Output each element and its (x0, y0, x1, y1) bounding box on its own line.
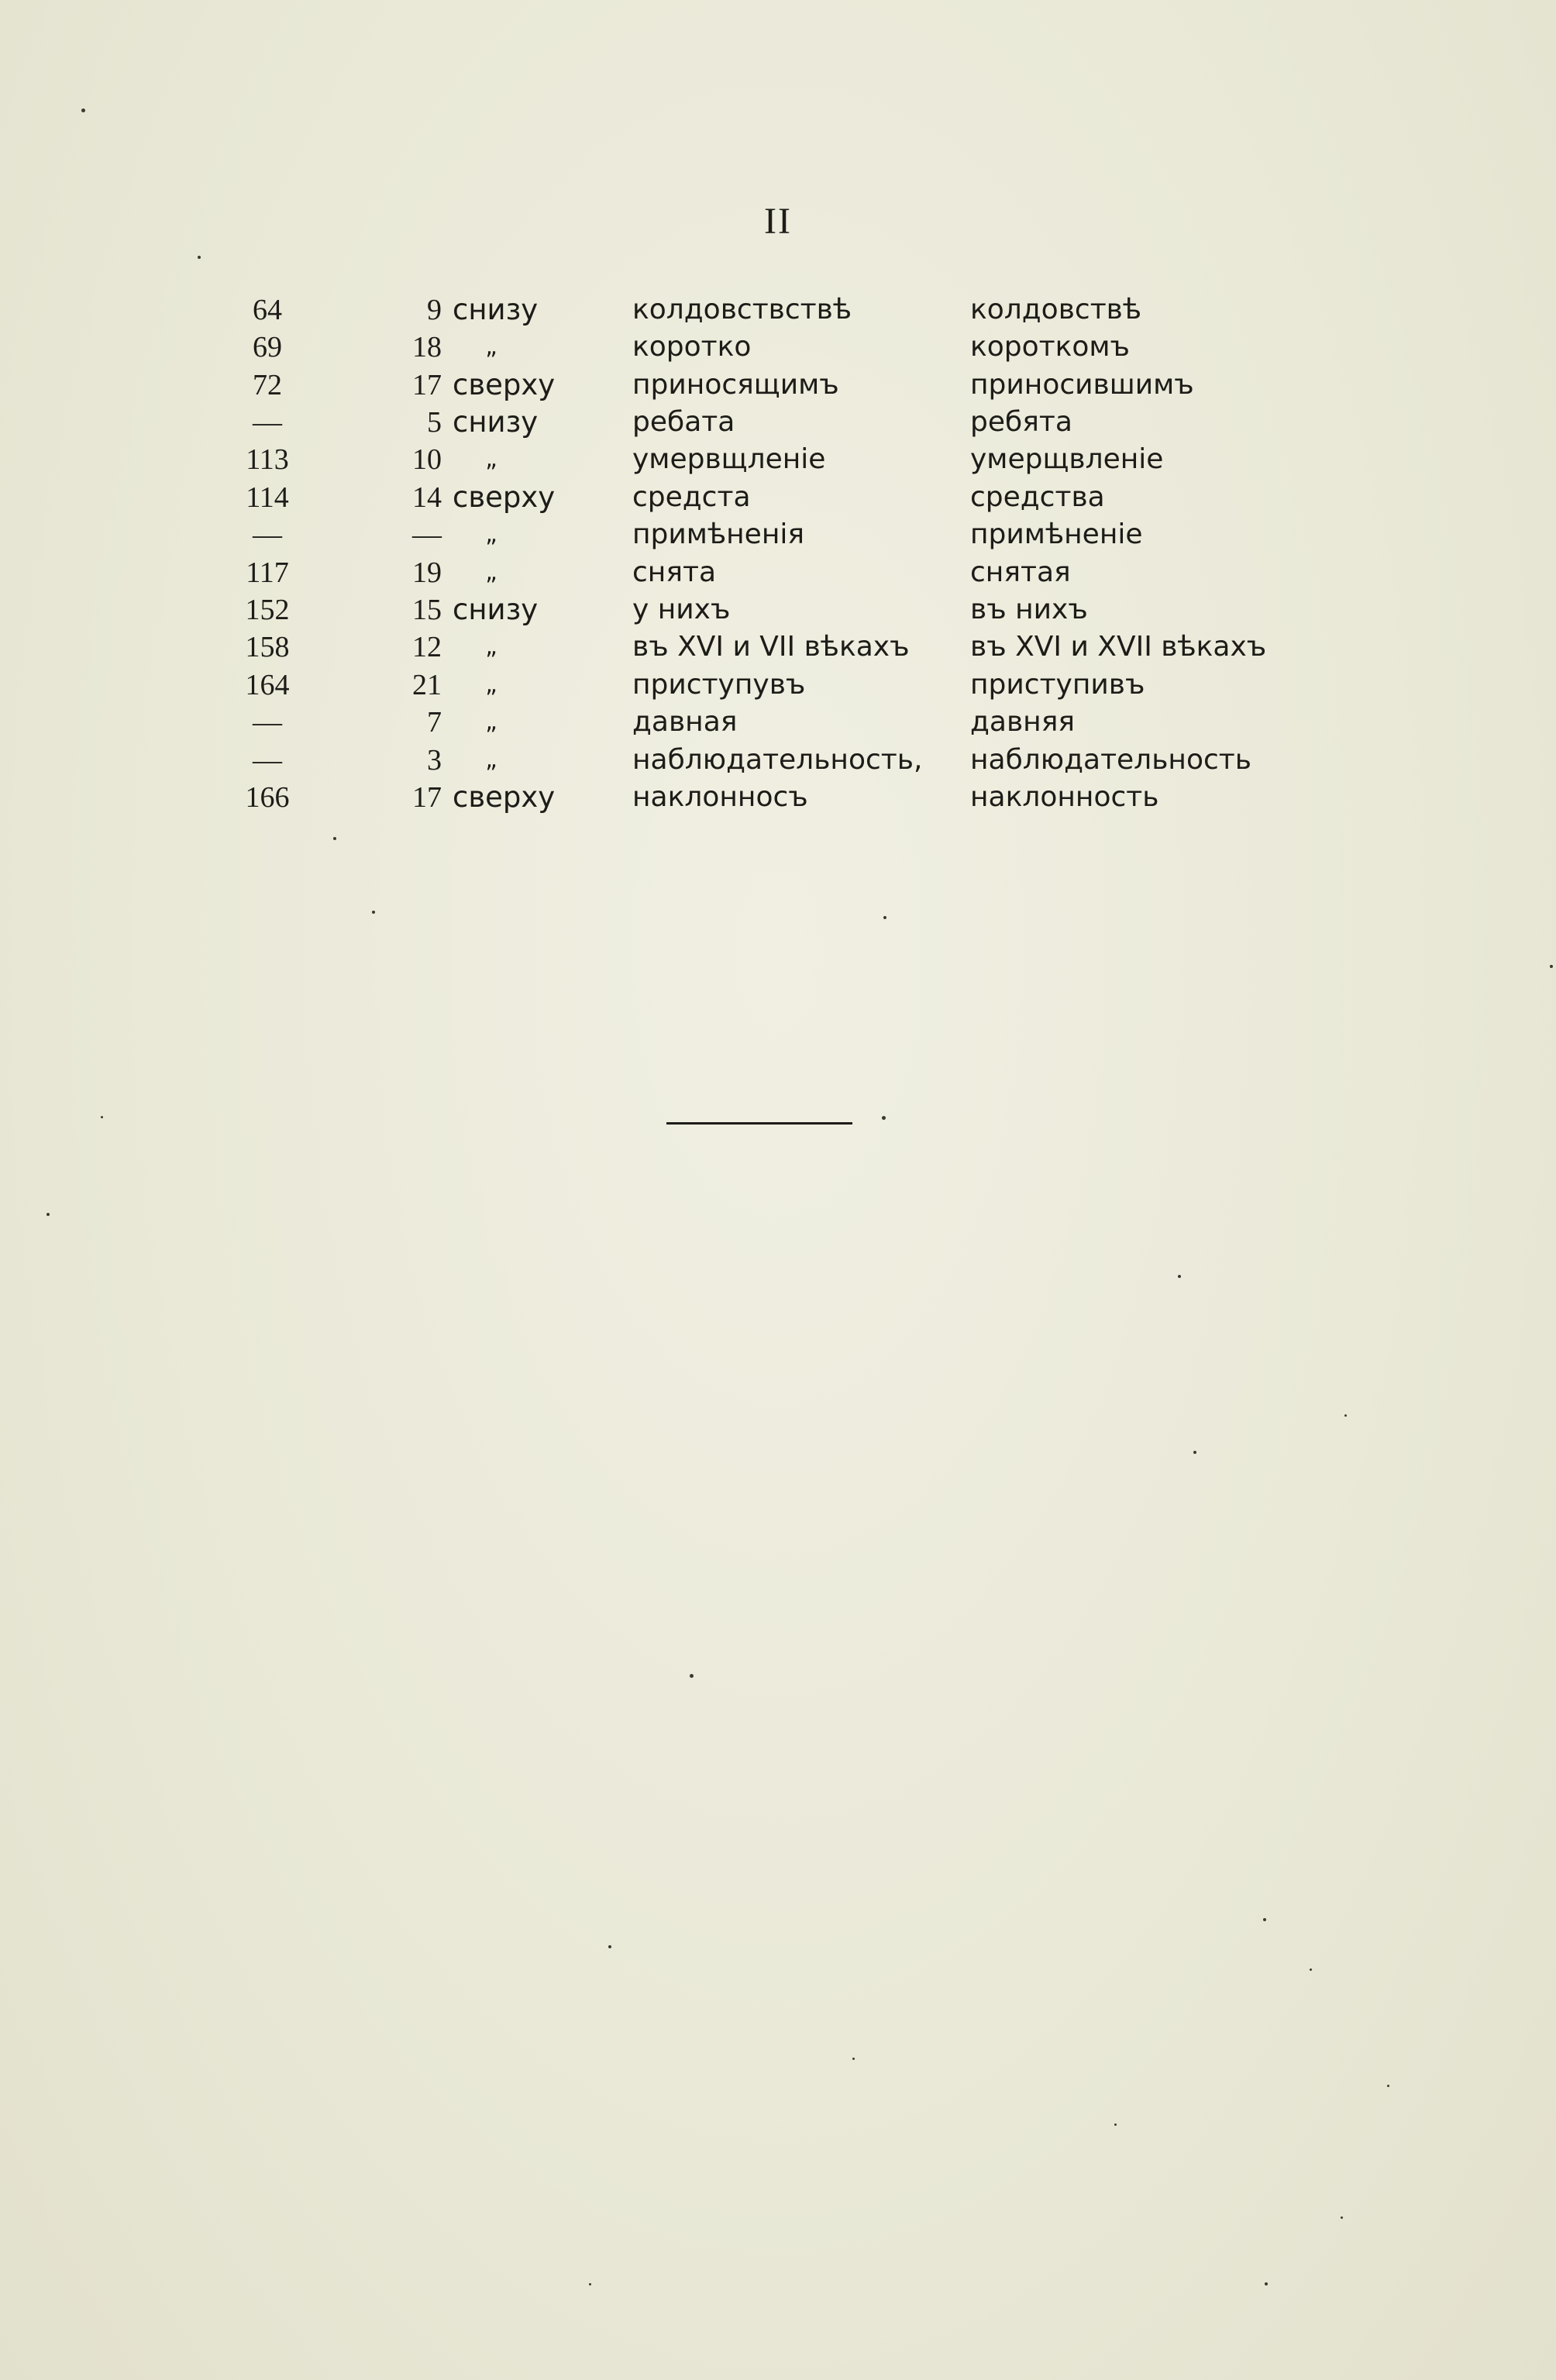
errata-page-number: — (253, 706, 282, 739)
paper-speck (1263, 1918, 1266, 1921)
errata-correction: наблюдательность (970, 744, 1251, 776)
paper-speck (608, 1945, 611, 1948)
errata-misprint: приносящимъ (632, 369, 839, 401)
errata-line-number: 17 (412, 781, 442, 814)
errata-correction: умерщвленіе (970, 443, 1164, 475)
errata-row (0, 329, 1556, 366)
errata-page-number: 64 (253, 294, 282, 326)
errata-correction: наклонность (970, 781, 1159, 813)
errata-correction: колдовствѣ (970, 294, 1142, 325)
errata-row (0, 742, 1556, 779)
paper-speck (1265, 2282, 1268, 2285)
errata-misprint: приступувъ (632, 669, 806, 701)
errata-direction: „ (485, 521, 497, 548)
errata-direction: снизу (453, 405, 539, 439)
errata-line-number: 14 (412, 481, 442, 514)
errata-page-number: 158 (245, 631, 290, 663)
paper-speck (1341, 2216, 1343, 2219)
errata-correction: короткомъ (970, 331, 1130, 363)
errata-correction: ребята (970, 406, 1072, 438)
paper-speck (1114, 2123, 1117, 2126)
errata-correction: средства (970, 481, 1105, 513)
errata-page-number: 166 (245, 781, 290, 814)
errata-direction: сверху (453, 480, 556, 514)
errata-page-number: — (253, 744, 282, 777)
errata-misprint: наклонносъ (632, 781, 808, 813)
errata-correction: въ XVI и XVII вѣкахъ (970, 631, 1267, 663)
errata-line-number: 10 (412, 443, 442, 476)
paper-speck (1310, 1968, 1312, 1971)
errata-misprint: колдовствствѣ (632, 294, 852, 325)
errata-line-number: 7 (427, 706, 442, 739)
errata-misprint: ребата (632, 406, 735, 438)
paper-speck (589, 2283, 591, 2285)
paper-speck (883, 916, 886, 919)
paper-speck (81, 108, 85, 112)
errata-page-number: 113 (246, 443, 289, 476)
errata-page-number: 152 (245, 594, 290, 626)
errata-correction: приступивъ (970, 669, 1145, 701)
paper-speck (882, 1116, 886, 1120)
errata-direction: „ (485, 333, 497, 360)
errata-misprint: умервщленіе (632, 443, 826, 475)
errata-correction: въ нихъ (970, 594, 1088, 625)
errata-row (0, 291, 1556, 329)
errata-correction: приносившимъ (970, 369, 1194, 401)
errata-correction: примѣненіе (970, 518, 1143, 550)
errata-row (0, 591, 1556, 629)
errata-row (0, 779, 1556, 816)
paper-speck (46, 1213, 50, 1216)
errata-direction: „ (485, 633, 497, 660)
errata-row (0, 704, 1556, 741)
paper-speck (1344, 1414, 1347, 1417)
paper-speck (1178, 1275, 1181, 1278)
errata-misprint: примѣненія (632, 518, 805, 550)
errata-line-number: 21 (412, 669, 442, 701)
errata-line-number: 17 (412, 369, 442, 401)
paper-speck (198, 256, 201, 259)
paper-speck (1193, 1451, 1196, 1454)
errata-page-number: 164 (245, 669, 290, 701)
closing-rule (666, 1122, 852, 1125)
errata-page-number: 72 (253, 369, 282, 401)
errata-direction: „ (485, 446, 497, 473)
paper-speck (372, 911, 375, 914)
errata-correction: снятая (970, 556, 1071, 588)
errata-direction: сверху (453, 368, 556, 401)
errata-page-number: 69 (253, 331, 282, 363)
errata-misprint: въ XVI и VII вѣкахъ (632, 631, 910, 663)
errata-direction: „ (485, 559, 497, 586)
errata-row (0, 516, 1556, 553)
errata-row (0, 367, 1556, 404)
paper-speck (333, 837, 336, 840)
errata-row (0, 441, 1556, 478)
paper-speck (852, 2058, 855, 2060)
errata-line-number: 9 (427, 294, 442, 326)
errata-row (0, 554, 1556, 591)
errata-direction: сверху (453, 780, 556, 814)
errata-misprint: средста (632, 481, 751, 513)
errata-page-number: — (253, 406, 282, 439)
errata-misprint: давная (632, 706, 738, 738)
errata-line-number: 3 (427, 744, 442, 777)
errata-page-number: 114 (246, 481, 289, 514)
errata-row (0, 404, 1556, 441)
errata-misprint: коротко (632, 331, 752, 363)
errata-row (0, 629, 1556, 666)
errata-line-number: 19 (412, 556, 442, 589)
errata-line-number: — (412, 518, 442, 551)
paper-speck (1387, 2085, 1389, 2087)
paper-speck (101, 1116, 103, 1118)
errata-page-number: — (253, 518, 282, 551)
paper-speck (1550, 965, 1553, 968)
errata-row (0, 479, 1556, 516)
errata-correction: давняя (970, 706, 1076, 738)
errata-row (0, 666, 1556, 704)
errata-direction: „ (485, 671, 497, 698)
errata-line-number: 15 (412, 594, 442, 626)
errata-misprint: наблюдательность, (632, 744, 923, 776)
errata-direction: „ (485, 746, 497, 773)
errata-line-number: 18 (412, 331, 442, 363)
errata-page-number: 117 (246, 556, 289, 589)
errata-misprint: снята (632, 556, 717, 588)
errata-direction: снизу (453, 593, 539, 626)
errata-direction: снизу (453, 293, 539, 326)
errata-line-number: 12 (412, 631, 442, 663)
errata-misprint: у нихъ (632, 594, 731, 625)
errata-direction: „ (485, 708, 497, 735)
paper-speck (690, 1674, 694, 1678)
errata-line-number: 5 (427, 406, 442, 439)
page-number: II (764, 201, 792, 242)
